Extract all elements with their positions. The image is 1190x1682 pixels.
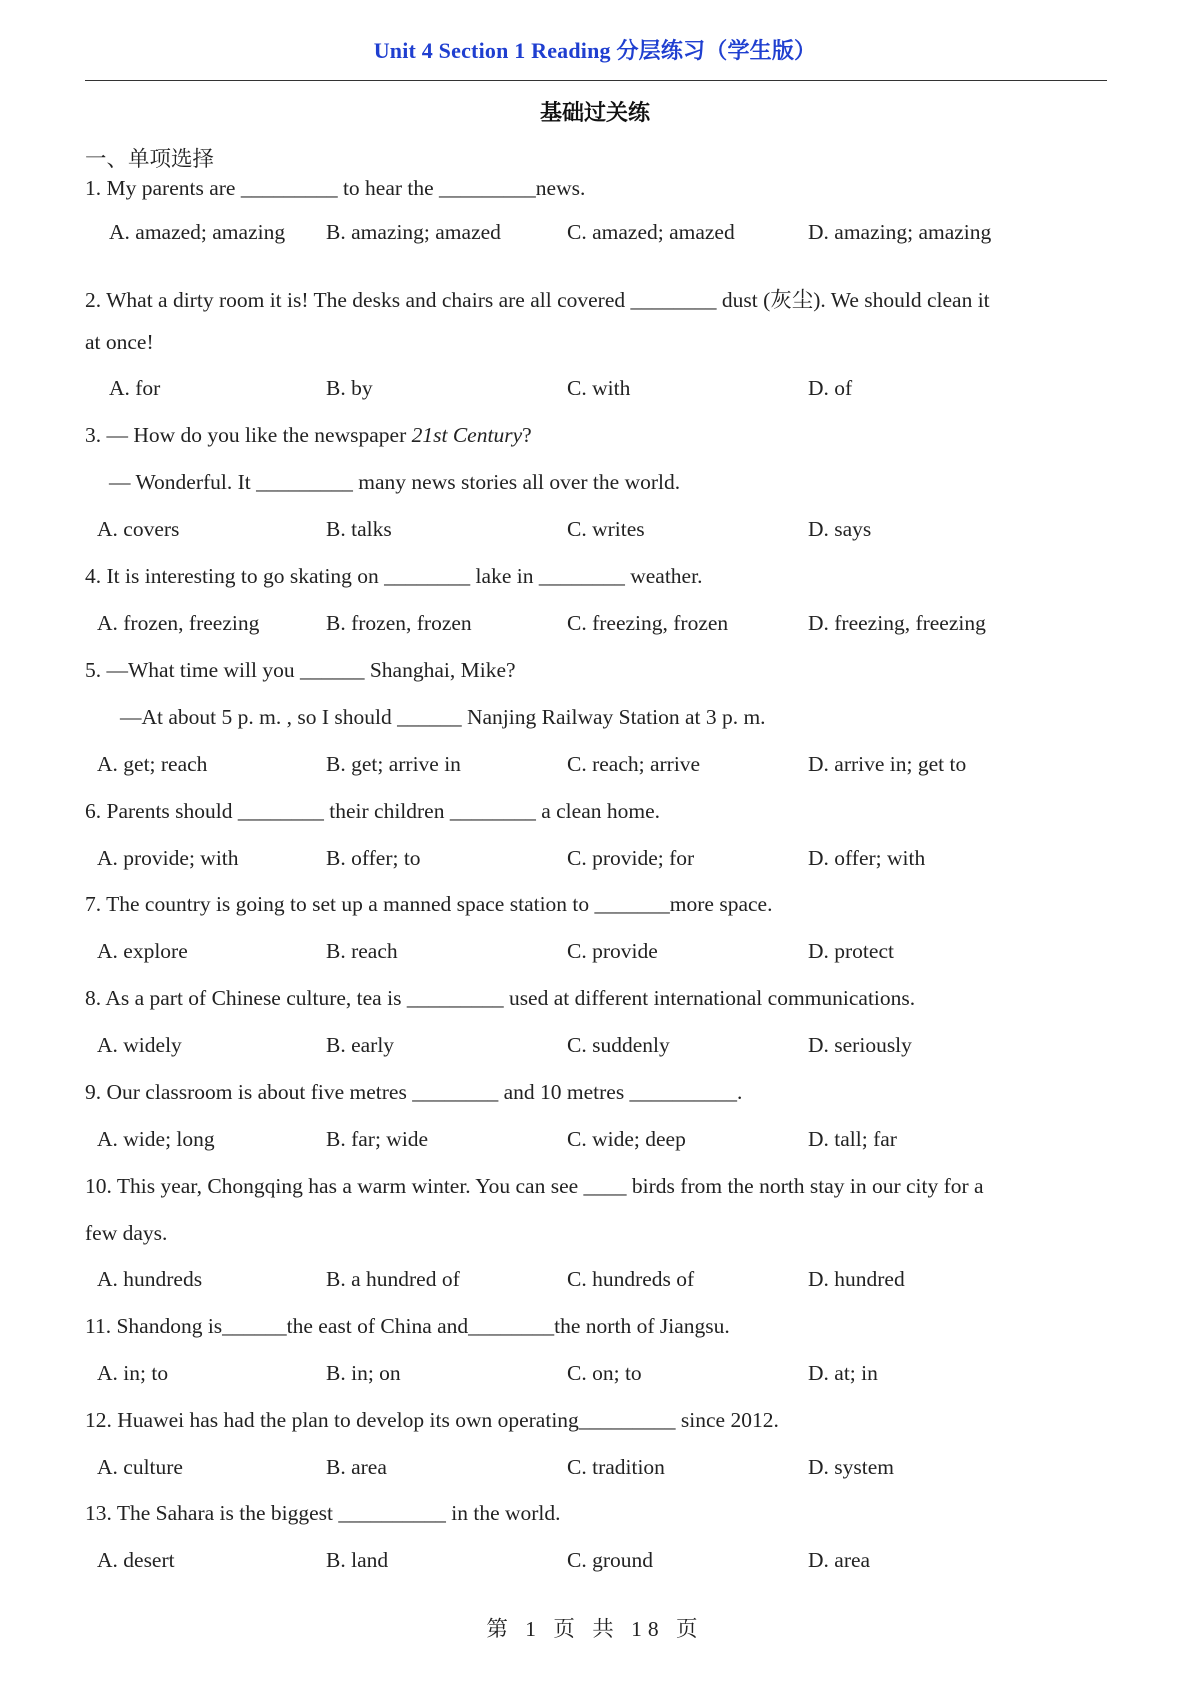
question-11-option-a: A. in; to bbox=[97, 1361, 169, 1385]
question-12-option-c: C. tradition bbox=[567, 1455, 665, 1479]
question-7-option-d: D. protect bbox=[808, 939, 894, 963]
question-13-option-b: B. land bbox=[326, 1548, 389, 1572]
document-header-title: Unit 4 Section 1 Reading 分层练习（学生版） bbox=[373, 38, 817, 63]
question-12-stem: 12. Huawei has had the plan to develop its own operating_________ since 2012. bbox=[85, 1408, 779, 1432]
question-12-option-d: D. system bbox=[808, 1455, 894, 1479]
question-2-stem-continued: at once! bbox=[85, 330, 154, 354]
question-5-option-d: D. arrive in; get to bbox=[808, 752, 967, 776]
question-11-stem: 11. Shandong is______the east of China and________the north of Jiangsu. bbox=[85, 1314, 730, 1338]
question-6-option-d: D. offer; with bbox=[808, 846, 926, 870]
question-4-option-c: C. freezing, frozen bbox=[567, 611, 729, 635]
question-10-option-c: C. hundreds of bbox=[567, 1267, 695, 1291]
question-11-option-c: C. on; to bbox=[567, 1361, 642, 1385]
question-10-option-d: D. hundred bbox=[808, 1267, 905, 1291]
question-5-stem: 5. —What time will you ______ Shanghai, Mike? bbox=[85, 658, 516, 682]
question-13-option-c: C. ground bbox=[567, 1548, 653, 1572]
question-2-stem: 2. What a dirty room it is! The desks and chairs are all covered ________ dust (灰尘). We should clean it bbox=[85, 288, 990, 312]
question-10-option-a: A. hundreds bbox=[97, 1267, 203, 1291]
question-1-option-d: D. amazing; amazing bbox=[808, 220, 992, 244]
question-9-option-c: C. wide; deep bbox=[567, 1127, 686, 1151]
question-5-response: —At about 5 p. m. , so I should ______ Nanjing Railway Station at 3 p. m. bbox=[120, 705, 766, 729]
question-8-option-a: A. widely bbox=[97, 1033, 182, 1057]
question-2-option-b: B. by bbox=[326, 376, 373, 400]
section-title: 基础过关练 bbox=[539, 100, 650, 125]
question-1-option-b: B. amazing; amazed bbox=[326, 220, 501, 244]
question-3-option-b: B. talks bbox=[326, 517, 392, 541]
question-4-option-a: A. frozen, freezing bbox=[97, 611, 260, 635]
question-3-option-c: C. writes bbox=[567, 517, 645, 541]
question-11-option-d: D. at; in bbox=[808, 1361, 878, 1385]
question-2-option-a: A. for bbox=[109, 376, 161, 400]
question-8-stem: 8. As a part of Chinese culture, tea is _________ used at different international communications. bbox=[85, 986, 916, 1010]
question-3-option-d: D. says bbox=[808, 517, 872, 541]
question-3-option-a: A. covers bbox=[97, 517, 180, 541]
question-3-stem-text: 3. — How do you like the newspaper bbox=[85, 423, 412, 447]
question-13-option-d: D. area bbox=[808, 1548, 871, 1572]
question-3-newspaper-title: 21st Century bbox=[411, 423, 523, 447]
question-5-option-b: B. get; arrive in bbox=[326, 752, 461, 776]
question-8-option-c: C. suddenly bbox=[567, 1033, 670, 1057]
question-13-stem: 13. The Sahara is the biggest __________ in the world. bbox=[85, 1501, 561, 1525]
question-9-stem: 9. Our classroom is about five metres ________ and 10 metres __________. bbox=[85, 1080, 743, 1104]
question-9-option-d: D. tall; far bbox=[808, 1127, 897, 1151]
question-3-response: — Wonderful. It _________ many news stories all over the world. bbox=[109, 470, 681, 494]
question-4-stem: 4. It is interesting to go skating on ________ lake in ________ weather. bbox=[85, 564, 703, 588]
question-1-stem: 1. My parents are _________ to hear the _________news. bbox=[85, 176, 586, 200]
question-6-option-a: A. provide; with bbox=[97, 846, 239, 870]
question-3-stem-end: ? bbox=[522, 423, 532, 447]
question-11-option-b: B. in; on bbox=[326, 1361, 401, 1385]
question-6-stem: 6. Parents should ________ their children ________ a clean home. bbox=[85, 799, 661, 823]
question-13-option-a: A. desert bbox=[97, 1548, 175, 1572]
question-7-option-b: B. reach bbox=[326, 939, 398, 963]
question-6-option-c: C. provide; for bbox=[567, 846, 695, 870]
question-7-option-a: A. explore bbox=[97, 939, 188, 963]
question-8-option-b: B. early bbox=[326, 1033, 395, 1057]
part-title: 一、单项选择 bbox=[85, 147, 215, 171]
question-5-option-c: C. reach; arrive bbox=[567, 752, 701, 776]
question-7-stem: 7. The country is going to set up a manned space station to _______more space. bbox=[85, 892, 773, 916]
question-12-option-b: B. area bbox=[326, 1455, 387, 1479]
question-12-option-a: A. culture bbox=[97, 1455, 183, 1479]
page-number-footer: 第 1 页 共 18 页 bbox=[486, 1617, 704, 1641]
question-3-stem bbox=[85, 423, 532, 448]
question-10-option-b: B. a hundred of bbox=[326, 1267, 460, 1291]
question-7-option-c: C. provide bbox=[567, 939, 658, 963]
question-10-stem-continued: few days. bbox=[85, 1221, 168, 1245]
question-9-option-a: A. wide; long bbox=[97, 1127, 215, 1151]
question-10-stem: 10. This year, Chongqing has a warm winter. You can see ____ birds from the north stay in our city for a bbox=[85, 1174, 984, 1198]
question-4-option-b: B. frozen, frozen bbox=[326, 611, 472, 635]
question-9-option-b: B. far; wide bbox=[326, 1127, 429, 1151]
question-5-option-a: A. get; reach bbox=[97, 752, 208, 776]
question-1-option-a: A. amazed; amazing bbox=[109, 220, 286, 244]
question-4-option-d: D. freezing, freezing bbox=[808, 611, 986, 635]
question-6-option-b: B. offer; to bbox=[326, 846, 421, 870]
question-2-option-c: C. with bbox=[567, 376, 631, 400]
question-2-option-d: D. of bbox=[808, 376, 853, 400]
question-1-option-c: C. amazed; amazed bbox=[567, 220, 735, 244]
header-divider bbox=[85, 80, 1107, 81]
question-8-option-d: D. seriously bbox=[808, 1033, 912, 1057]
